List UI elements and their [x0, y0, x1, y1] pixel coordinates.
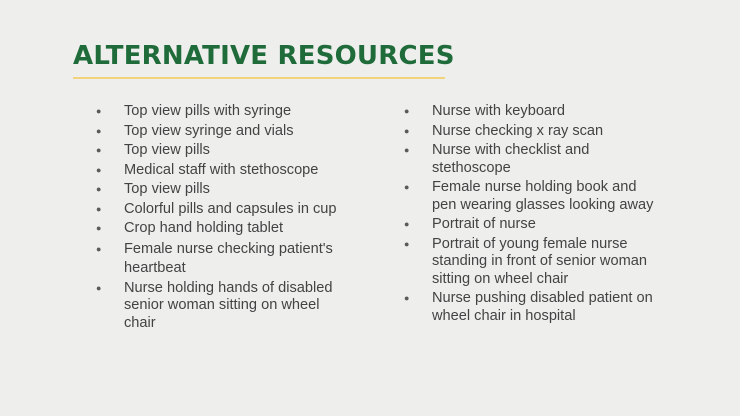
list-item: ● Colorful pills and capsules in cup	[96, 201, 346, 219]
list-item: ● Nurse with keyboard	[404, 103, 654, 121]
list-item: ● Nurse pushing disabled patient on wheel chair in hospital	[404, 290, 654, 325]
slide-title: ALTERNATIVE RESOURCES	[73, 41, 455, 71]
list-item: ● Medical staff with stethoscope	[96, 162, 346, 180]
list-item: ● Nurse holding hands of disabled senior woman sitting on wheel chair	[96, 280, 346, 333]
list-item: ● Top view pills with syringe	[96, 103, 346, 121]
resource-list-left	[96, 103, 346, 334]
list-item: ● Top view pills	[96, 142, 346, 160]
list-item: ● Female nurse checking patient's heartbeat	[96, 240, 346, 278]
title-underline	[73, 77, 445, 79]
list-item: ● Portrait of nurse	[404, 216, 654, 234]
list-item: ● Crop hand holding tablet	[96, 220, 346, 238]
list-item: ● Nurse checking x ray scan	[404, 123, 654, 141]
list-item: ● Nurse with checklist and stethoscope	[404, 142, 654, 177]
list-item: ● Female nurse holding book and pen wearing glasses looking away	[404, 179, 654, 214]
list-item: ● Portrait of young female nurse standing in front of senior woman sitting on wheel chair	[404, 236, 654, 289]
list-item: ● Top view syringe and vials	[96, 123, 346, 141]
list-item: ● Top view pills	[96, 181, 346, 199]
resource-list-right	[404, 103, 654, 327]
